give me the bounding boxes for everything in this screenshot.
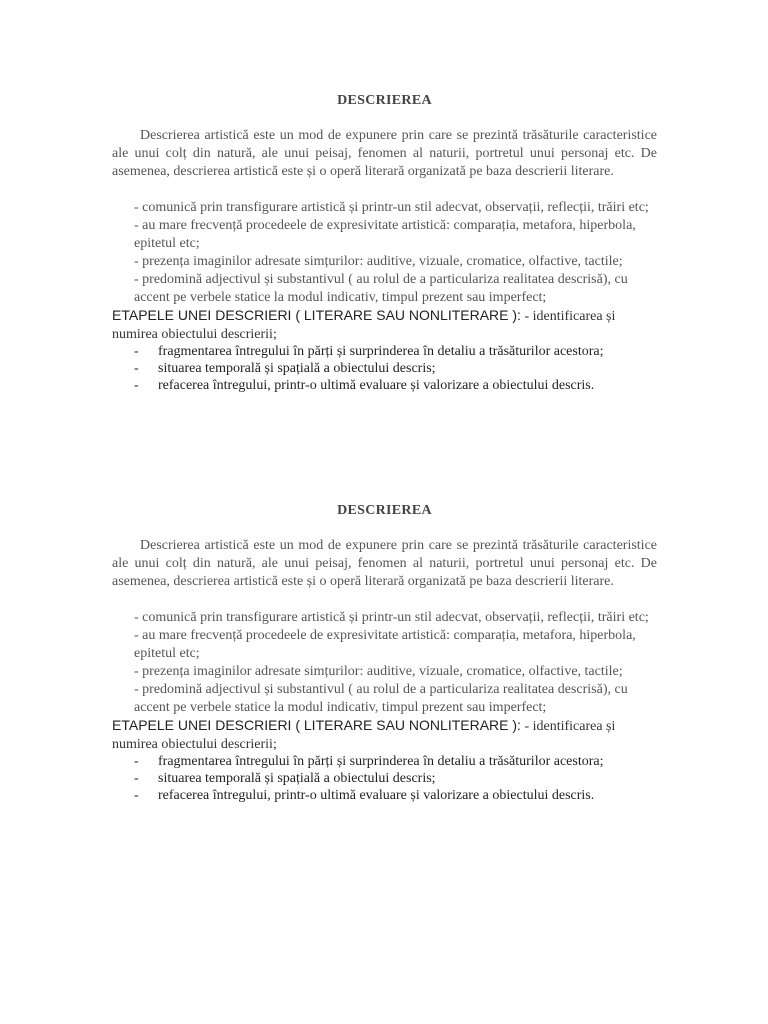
stages-heading xyxy=(112,717,657,753)
stage-item xyxy=(112,770,657,787)
stage-item xyxy=(112,360,657,377)
stage-text: situarea temporală și spațială a obiectului descris; xyxy=(158,361,436,376)
feature-item: - prezența imaginilor adresate simțurilor: auditive, vizuale, cromatice, olfactive, tactile; xyxy=(134,254,623,269)
feature-item: - au mare frecvență procedeele de expresivitate artistică: comparația, metafora, hiperbola, epitetul etc; xyxy=(134,218,636,251)
feature-item: - predomină adjectivul și substantivul ( au rolul de a particulariza realitatea descrisă), cu accent pe verbele statice la modul indicativ, timpul prezent sau imperfect; xyxy=(134,272,628,305)
features-list xyxy=(134,609,657,717)
stage-dash: - xyxy=(134,771,139,786)
stage-dash: - xyxy=(134,361,139,376)
stage-dash: - xyxy=(134,754,139,769)
section-1 xyxy=(112,93,657,394)
section-2 xyxy=(112,503,657,804)
feature-item: - comunică prin transfigurare artistică și printr-un stil adecvat, observații, reflecții, trăiri etc; xyxy=(134,200,649,215)
intro-paragraph: Descrierea artistică este un mod de expunere prin care se prezintă trăsăturile caracteristice ale unui colț din natură, ale unui peisaj, fenomen al naturii, portretul unui personaj etc. De asemenea, descrierea artistică este și o operă literară organizată pe baza descrierii literare. xyxy=(112,538,657,589)
stage-dash: - xyxy=(134,378,139,393)
feature-item: - au mare frecvență procedeele de expresivitate artistică: comparația, metafora, hiperbola, epitetul etc; xyxy=(134,628,636,661)
feature-item: - predomină adjectivul și substantivul ( au rolul de a particulariza realitatea descrisă), cu accent pe verbele statice la modul indicativ, timpul prezent sau imperfect; xyxy=(134,682,628,715)
stage-dash: - xyxy=(134,788,139,803)
stage-text: situarea temporală și spațială a obiectului descris; xyxy=(158,771,436,786)
stage-text: fragmentarea întregului în părți și surprinderea în detaliu a trăsăturilor acestora; xyxy=(158,344,604,359)
stage-item xyxy=(112,377,657,394)
stage-dash: - xyxy=(134,344,139,359)
stage-text: fragmentarea întregului în părți și surprinderea în detaliu a trăsăturilor acestora; xyxy=(158,754,604,769)
features-list xyxy=(134,199,657,307)
intro-paragraph: Descrierea artistică este un mod de expunere prin care se prezintă trăsăturile caracteristice ale unui colț din natură, ale unui peisaj, fenomen al naturii, portretul unui personaj etc. De asemenea, descrierea artistică este și o operă literară organizată pe baza descrierii literare. xyxy=(112,128,657,179)
stages-list xyxy=(112,343,657,394)
stage-item xyxy=(112,343,657,360)
feature-item: - prezența imaginilor adresate simțurilor: auditive, vizuale, cromatice, olfactive, tactile; xyxy=(134,664,623,679)
stages-intro: - identificarea și numirea obiectului descrierii; xyxy=(112,309,616,342)
stage-text: refacerea întregului, printr-o ultimă evaluare și valorizare a obiectului descris. xyxy=(158,378,595,393)
section-title: DESCRIEREA xyxy=(337,503,432,518)
stages-heading xyxy=(112,307,657,343)
stages-list xyxy=(112,753,657,804)
section-title: DESCRIEREA xyxy=(337,93,432,108)
stages-heading-label: ETAPELE UNEI DESCRIERI ( LITERARE SAU NONLITERARE ): xyxy=(112,717,521,733)
stage-text: refacerea întregului, printr-o ultimă evaluare și valorizare a obiectului descris. xyxy=(158,788,595,803)
stage-item xyxy=(112,753,657,770)
stages-intro: - identificarea și numirea obiectului descrierii; xyxy=(112,719,616,752)
stage-item xyxy=(112,787,657,804)
stages-heading-label: ETAPELE UNEI DESCRIERI ( LITERARE SAU NONLITERARE ): xyxy=(112,307,521,323)
feature-item: - comunică prin transfigurare artistică și printr-un stil adecvat, observații, reflecții, trăiri etc; xyxy=(134,610,649,625)
